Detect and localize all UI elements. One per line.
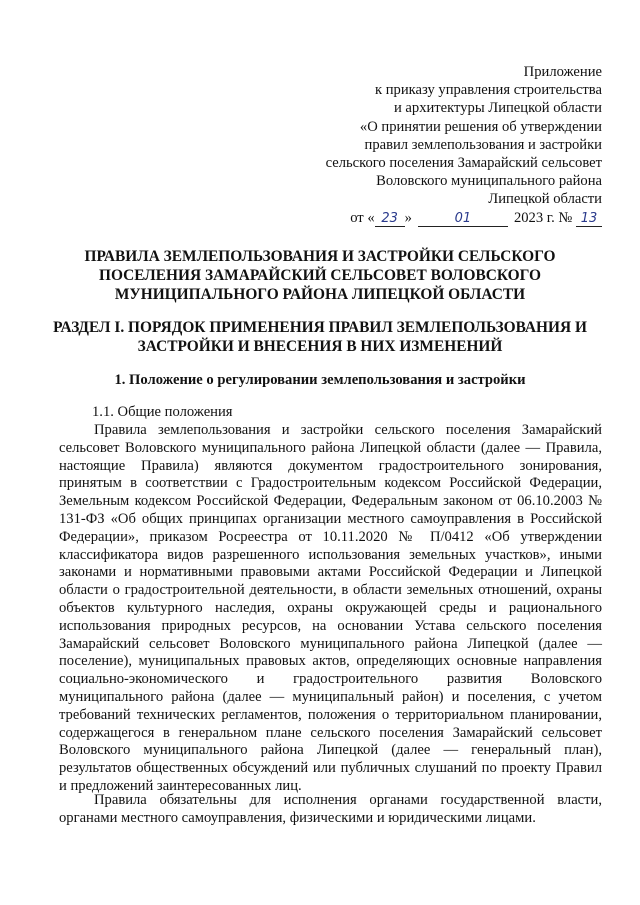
- appendix-line: правил землепользования и застройки: [364, 136, 602, 153]
- day-suffix: »: [404, 209, 412, 226]
- appendix-line: сельского поселения Замарайский сельсовет: [325, 155, 602, 172]
- appendix-line: Приложение: [523, 64, 602, 80]
- appendix-line: «О принятии решения об утверждении: [359, 118, 602, 135]
- chapter-heading: [40, 371, 600, 390]
- section-title-line: ЗАСТРОЙКИ И ВНЕСЕНИЯ В НИХ ИЗМЕНЕНИЙ: [137, 338, 503, 355]
- order-month: 01: [418, 212, 508, 227]
- section-title-line: РАЗДЕЛ I. ПОРЯДОК ПРИМЕНЕНИЯ ПРАВИЛ ЗЕМЛЕПОЛЬЗОВАНИЯ И: [53, 319, 587, 336]
- appendix-line: к приказу управления строительства: [375, 82, 602, 99]
- order-number: 13: [576, 212, 602, 227]
- appendix-line: Воловского муниципального района: [376, 173, 602, 190]
- document-title: [40, 247, 600, 304]
- subsection-heading: 1.1. Общие положения: [92, 404, 233, 420]
- appendix-line: Липецкой области: [488, 191, 602, 208]
- appendix-header: [242, 63, 602, 227]
- order-year: 2023 г. №: [513, 209, 573, 226]
- body-paragraph: Правила землепользования и застройки сельского поселения Замарайский сельсовет Воловского муниципального района Липецкой области (далее — Правила, настоящие Правила) являются документом градостроительного зонирования, принятым в соответствии с Градостроительным кодексом Российской Федерации, Земельным кодексом Российской Федерации, Федеральным законом от 06.10.2003 № 131-ФЗ «Об общих принципах организации местного самоуправления в Российской Федерации», приказом Росреестра от 10.11.2020 № П/0412 «Об утверждении классификатора видов разрешенного использования земельных участков», иными законами и нормативными правовыми актами Российской Федерации и Липецкой области о градостроительной деятельности, в области земельных отношений, охраны объектов культурного наследия, охраны окружающей среды и рационального использования природных ресурсов, на основании Устава сельского поселения Замарайский сельсовет Воловского муниципального района Липецкой (далее — поселение), муниципальных правовых актов, определяющих основные направления социально-экономического и градостроительного развития Воловского муниципального района (далее — муниципальный район) и поселения, с учетом требований технических регламентов, положения о территориальном планировании, содержащегося в генеральном плане сельского поселения Замарайский сельсовет Воловского муниципального района Липецкой (далее — генеральный план), результатов общественных обсуждений или публичных слушаний по проекту Правил и предложений заинтересованных лиц.: [59, 422, 602, 794]
- title-line: ПРАВИЛА ЗЕМЛЕПОЛЬЗОВАНИЯ И ЗАСТРОЙКИ СЕЛЬСКОГО: [84, 248, 556, 265]
- section-title: [40, 318, 600, 356]
- date-prefix: от «: [350, 209, 375, 226]
- title-line: ПОСЕЛЕНИЯ ЗАМАРАЙСКИЙ СЕЛЬСОВЕТ ВОЛОВСКОГО: [99, 267, 541, 284]
- appendix-line: и архитектуры Липецкой области: [393, 100, 602, 117]
- title-line: МУНИЦИПАЛЬНОГО РАЙОНА ЛИПЕЦКОЙ ОБЛАСТИ: [114, 286, 526, 303]
- order-day: 23: [375, 212, 405, 227]
- order-date-line: [242, 209, 602, 227]
- chapter-title: 1. Положение о регулировании землепользования и застройки: [114, 372, 526, 388]
- body-paragraph: Правила обязательны для исполнения органами государственной власти, органами местного самоуправления, физическими и юридическими лицами.: [59, 792, 602, 826]
